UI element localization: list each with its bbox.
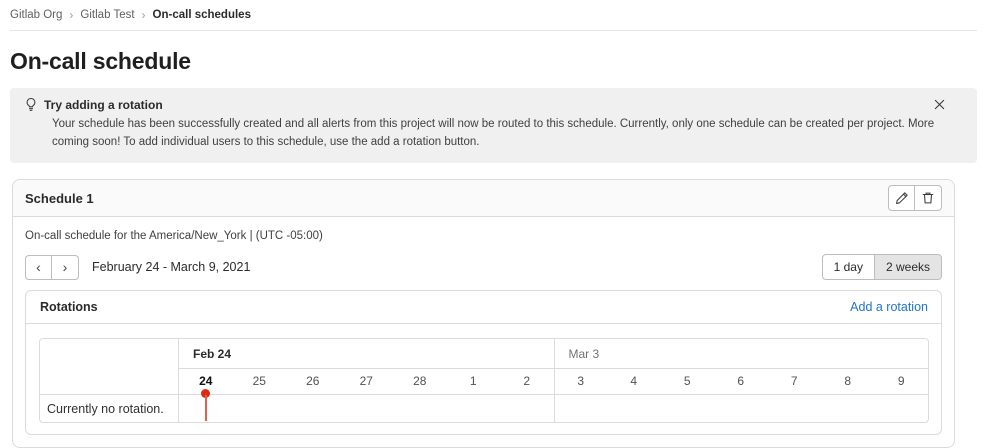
close-icon	[934, 99, 945, 110]
date-pager	[25, 255, 79, 280]
timeline-day: 3	[554, 369, 608, 395]
edit-schedule-button[interactable]	[888, 185, 915, 211]
tip-alert	[10, 88, 977, 163]
timeline-day: 2	[500, 369, 554, 395]
rotations-body	[26, 324, 941, 434]
breadcrumb-item-gitlab-test[interactable]: Gitlab Test	[80, 9, 135, 21]
alert-body-line-2: coming soon! To add individual users to this schedule, use the add a rotation button.	[52, 136, 480, 148]
current-time-line	[205, 395, 207, 421]
timeline-day: 9	[875, 369, 929, 395]
view-toggle-1-day[interactable]: 1 day	[822, 254, 875, 280]
schedule-actions	[888, 185, 942, 211]
timeline-day: 26	[286, 369, 340, 395]
schedule-card	[12, 179, 955, 448]
timezone-line: On-call schedule for the America/New_York | (UTC -05:00)	[25, 230, 323, 242]
alert-title: Try adding a rotation	[44, 97, 163, 112]
pencil-icon	[895, 191, 909, 205]
breadcrumb	[10, 0, 977, 31]
rotations-header	[26, 291, 941, 324]
rotations-title: Rotations	[40, 300, 98, 314]
timeline-row-week-1	[179, 395, 554, 422]
chevron-left-icon: ‹	[36, 259, 41, 275]
breadcrumb-separator-icon: ›	[69, 8, 74, 22]
date-nav-row	[25, 254, 942, 280]
timeline-day: 5	[661, 369, 715, 395]
view-toggle	[822, 254, 942, 280]
chevron-right-icon: ›	[62, 259, 68, 275]
breadcrumb-item-on-call-schedules: On-call schedules	[152, 9, 251, 21]
breadcrumb-separator-icon: ›	[141, 8, 146, 22]
rotations-panel	[25, 290, 942, 435]
timeline-day: 24	[179, 369, 233, 395]
date-range-label: February 24 - March 9, 2021	[92, 260, 251, 274]
alert-close-button[interactable]	[932, 97, 947, 112]
trash-icon	[921, 191, 935, 205]
add-rotation-link[interactable]: Add a rotation	[850, 300, 928, 314]
timeline-day: 8	[821, 369, 875, 395]
alert-body	[52, 115, 963, 151]
timeline-day: 7	[768, 369, 822, 395]
timeline-grid	[39, 338, 929, 423]
next-period-button[interactable]	[52, 255, 79, 280]
week-label-2: Mar 3	[554, 339, 929, 369]
delete-schedule-button[interactable]	[915, 185, 942, 211]
timeline-day: 6	[714, 369, 768, 395]
page-title: On-call schedule	[10, 48, 191, 74]
schedule-title: Schedule 1	[25, 190, 94, 206]
timeline-day: 28	[393, 369, 447, 395]
empty-rotation-message: Currently no rotation.	[40, 395, 179, 422]
schedule-card-header	[13, 180, 954, 217]
prev-period-button[interactable]	[25, 255, 52, 280]
bulb-icon	[24, 97, 38, 112]
alert-body-line-1: Your schedule has been successfully created and all alerts from this project will now be routed to this schedule. Currently, only one schedule can be created per project. More	[52, 118, 935, 130]
timeline-corner-cell	[40, 339, 179, 395]
timeline-day: 27	[340, 369, 394, 395]
timeline-day: 4	[607, 369, 661, 395]
breadcrumb-item-gitlab-org[interactable]: Gitlab Org	[10, 9, 63, 21]
schedule-card-body	[13, 217, 954, 447]
timeline-row-week-2	[554, 395, 929, 422]
timeline-day: 25	[233, 369, 287, 395]
timeline-day: 1	[447, 369, 501, 395]
view-toggle-2-weeks[interactable]: 2 weeks	[875, 254, 942, 280]
week-label-1: Feb 24	[179, 339, 554, 369]
